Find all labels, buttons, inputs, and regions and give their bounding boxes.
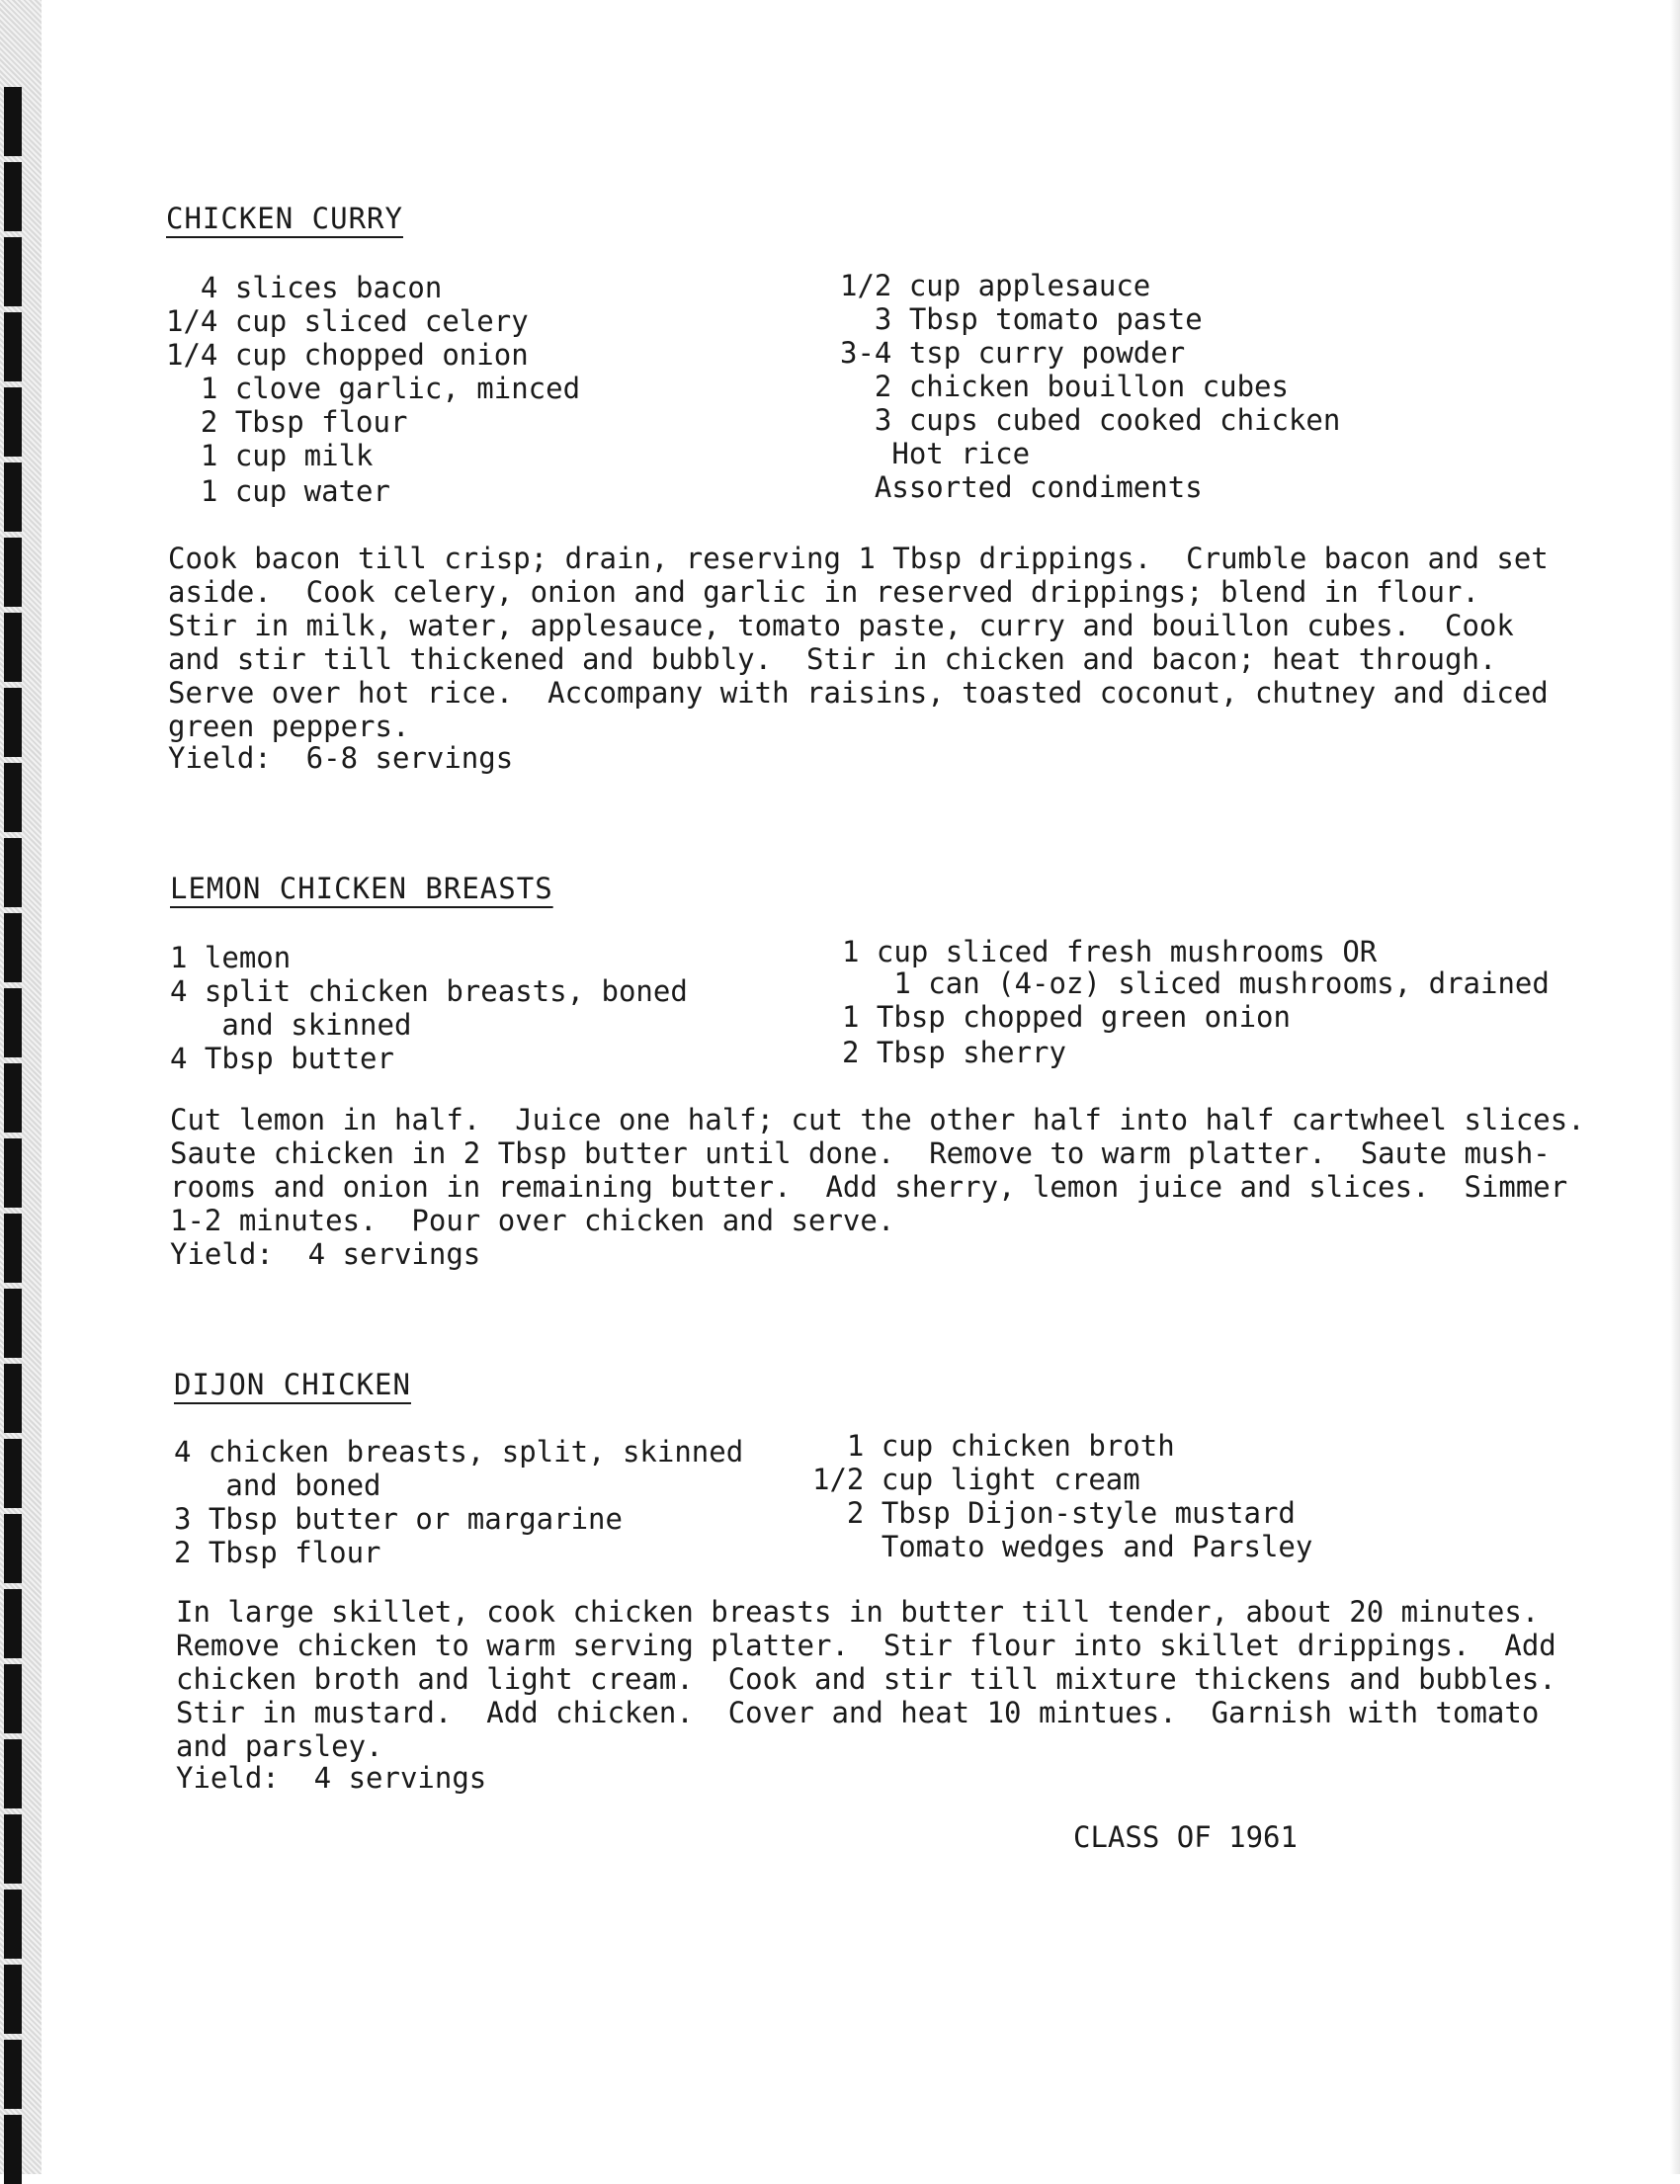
ingredient-item: Hot rice xyxy=(840,437,1031,470)
binding-hole xyxy=(4,1965,22,2034)
ingredient-item: 3 Tbsp tomato paste xyxy=(840,302,1203,336)
ingredient-item: 2 Tbsp Dijon-style mustard xyxy=(812,1496,1296,1530)
binding-hole xyxy=(4,838,22,907)
recipe-title: DIJON CHICKEN xyxy=(174,1368,411,1401)
ingredient-item: 1/4 cup sliced celery xyxy=(166,304,529,338)
binding-hole xyxy=(4,1664,22,1733)
yield-line: Yield: 4 servings xyxy=(176,1761,487,1795)
ingredient-item: 1 lemon xyxy=(170,941,292,974)
direction-line: Remove chicken to warm serving platter. Stir flour into skillet drippings. Add xyxy=(176,1629,1556,1662)
direction-line: Serve over hot rice. Accompany with raisins, toasted coconut, chutney and diced xyxy=(168,676,1549,710)
ingredient-item: 3 cups cubed cooked chicken xyxy=(840,403,1341,437)
recipe-title: LEMON CHICKEN BREASTS xyxy=(170,872,553,905)
spiral-binding xyxy=(0,0,42,2174)
ingredient-item: 2 Tbsp flour xyxy=(174,1536,381,1569)
binding-hole xyxy=(4,162,22,231)
binding-hole xyxy=(4,1514,22,1583)
ingredient-item: 1 cup sliced fresh mushrooms OR xyxy=(842,935,1378,968)
binding-hole xyxy=(4,1214,22,1283)
direction-line: Cut lemon in half. Juice one half; cut the other half into half cartwheel slices. xyxy=(170,1103,1585,1136)
ingredient-item: Assorted condiments xyxy=(840,470,1203,504)
binding-hole xyxy=(4,538,22,607)
ingredient-item: 1 cup milk xyxy=(166,439,374,472)
ingredient-item: 1 Tbsp chopped green onion xyxy=(842,1000,1291,1034)
ingredient-item: 1/2 cup light cream xyxy=(812,1463,1140,1496)
ingredient-item: 4 slices bacon xyxy=(166,271,443,304)
yield-line: Yield: 4 servings xyxy=(170,1237,481,1271)
ingredient-item: 1/4 cup chopped onion xyxy=(166,338,529,372)
direction-line: Stir in milk, water, applesauce, tomato paste, curry and bouillon cubes. Cook xyxy=(168,609,1514,642)
direction-line: and stir till thickened and bubbly. Stir in chicken and bacon; heat through. xyxy=(168,642,1497,676)
binding-hole xyxy=(4,988,22,1057)
class-footer: CLASS OF 1961 xyxy=(1073,1820,1298,1854)
ingredient-item: 1 cup chicken broth xyxy=(812,1429,1175,1463)
ingredient-item: 3-4 tsp curry powder xyxy=(840,336,1186,370)
binding-hole xyxy=(4,1364,22,1433)
binding-hole xyxy=(4,387,22,457)
ingredient-item: and boned xyxy=(174,1469,381,1502)
direction-line: chicken broth and light cream. Cook and stir till mixture thickens and bubbles. xyxy=(176,1662,1556,1696)
binding-hole xyxy=(4,2040,22,2109)
binding-hole xyxy=(4,1138,22,1208)
binding-hole xyxy=(4,688,22,757)
ingredient-item: 2 Tbsp sherry xyxy=(842,1036,1066,1069)
binding-hole xyxy=(4,763,22,832)
ingredient-item: and skinned xyxy=(170,1008,412,1042)
direction-line: Saute chicken in 2 Tbsp butter until done. Remove to warm platter. Saute mush- xyxy=(170,1136,1551,1170)
binding-hole xyxy=(4,1289,22,1358)
recipe-title: CHICKEN CURRY xyxy=(166,202,403,235)
direction-line: Stir in mustard. Add chicken. Cover and heat 10 mintues. Garnish with tomato xyxy=(176,1696,1540,1729)
direction-line: green peppers. xyxy=(168,710,410,743)
binding-hole xyxy=(4,1739,22,1808)
binding-hole xyxy=(4,1063,22,1133)
binding-hole xyxy=(4,613,22,682)
direction-line: In large skillet, cook chicken breasts in butter till tender, about 20 minutes. xyxy=(176,1595,1540,1629)
ingredient-item: 2 chicken bouillon cubes xyxy=(840,370,1289,403)
ingredient-item: 1 clove garlic, minced xyxy=(166,372,581,405)
direction-line: aside. Cook celery, onion and garlic in reserved drippings; blend in flour. xyxy=(168,575,1479,609)
binding-hole xyxy=(4,913,22,982)
binding-hole xyxy=(4,1439,22,1508)
ingredient-item: 1 can (4-oz) sliced mushrooms, drained xyxy=(842,966,1550,1000)
direction-line: Cook bacon till crisp; drain, reserving 1 Tbsp drippings. Crumble bacon and set xyxy=(168,542,1549,575)
page-edge xyxy=(1670,0,1680,2174)
binding-hole xyxy=(4,312,22,381)
binding-hole xyxy=(4,462,22,532)
direction-line: and parsley. xyxy=(176,1729,383,1763)
ingredient-item: Tomato wedges and Parsley xyxy=(812,1530,1313,1563)
binding-hole xyxy=(4,1890,22,1959)
ingredient-item: 2 Tbsp flour xyxy=(166,405,408,439)
binding-hole xyxy=(4,237,22,306)
ingredient-item: 3 Tbsp butter or margarine xyxy=(174,1502,623,1536)
ingredient-item: 4 split chicken breasts, boned xyxy=(170,974,688,1008)
direction-line: 1-2 minutes. Pour over chicken and serve. xyxy=(170,1204,895,1237)
binding-hole xyxy=(4,1589,22,1658)
yield-line: Yield: 6-8 servings xyxy=(168,741,514,775)
ingredient-item: 1 cup water xyxy=(166,474,390,508)
ingredient-item: 4 chicken breasts, split, skinned xyxy=(174,1435,744,1469)
direction-line: rooms and onion in remaining butter. Add sherry, lemon juice and slices. Simmer xyxy=(170,1170,1568,1204)
binding-hole xyxy=(4,1814,22,1884)
ingredient-item: 1/2 cup applesauce xyxy=(840,269,1151,302)
ingredient-item: 4 Tbsp butter xyxy=(170,1042,394,1075)
binding-hole xyxy=(4,87,22,156)
